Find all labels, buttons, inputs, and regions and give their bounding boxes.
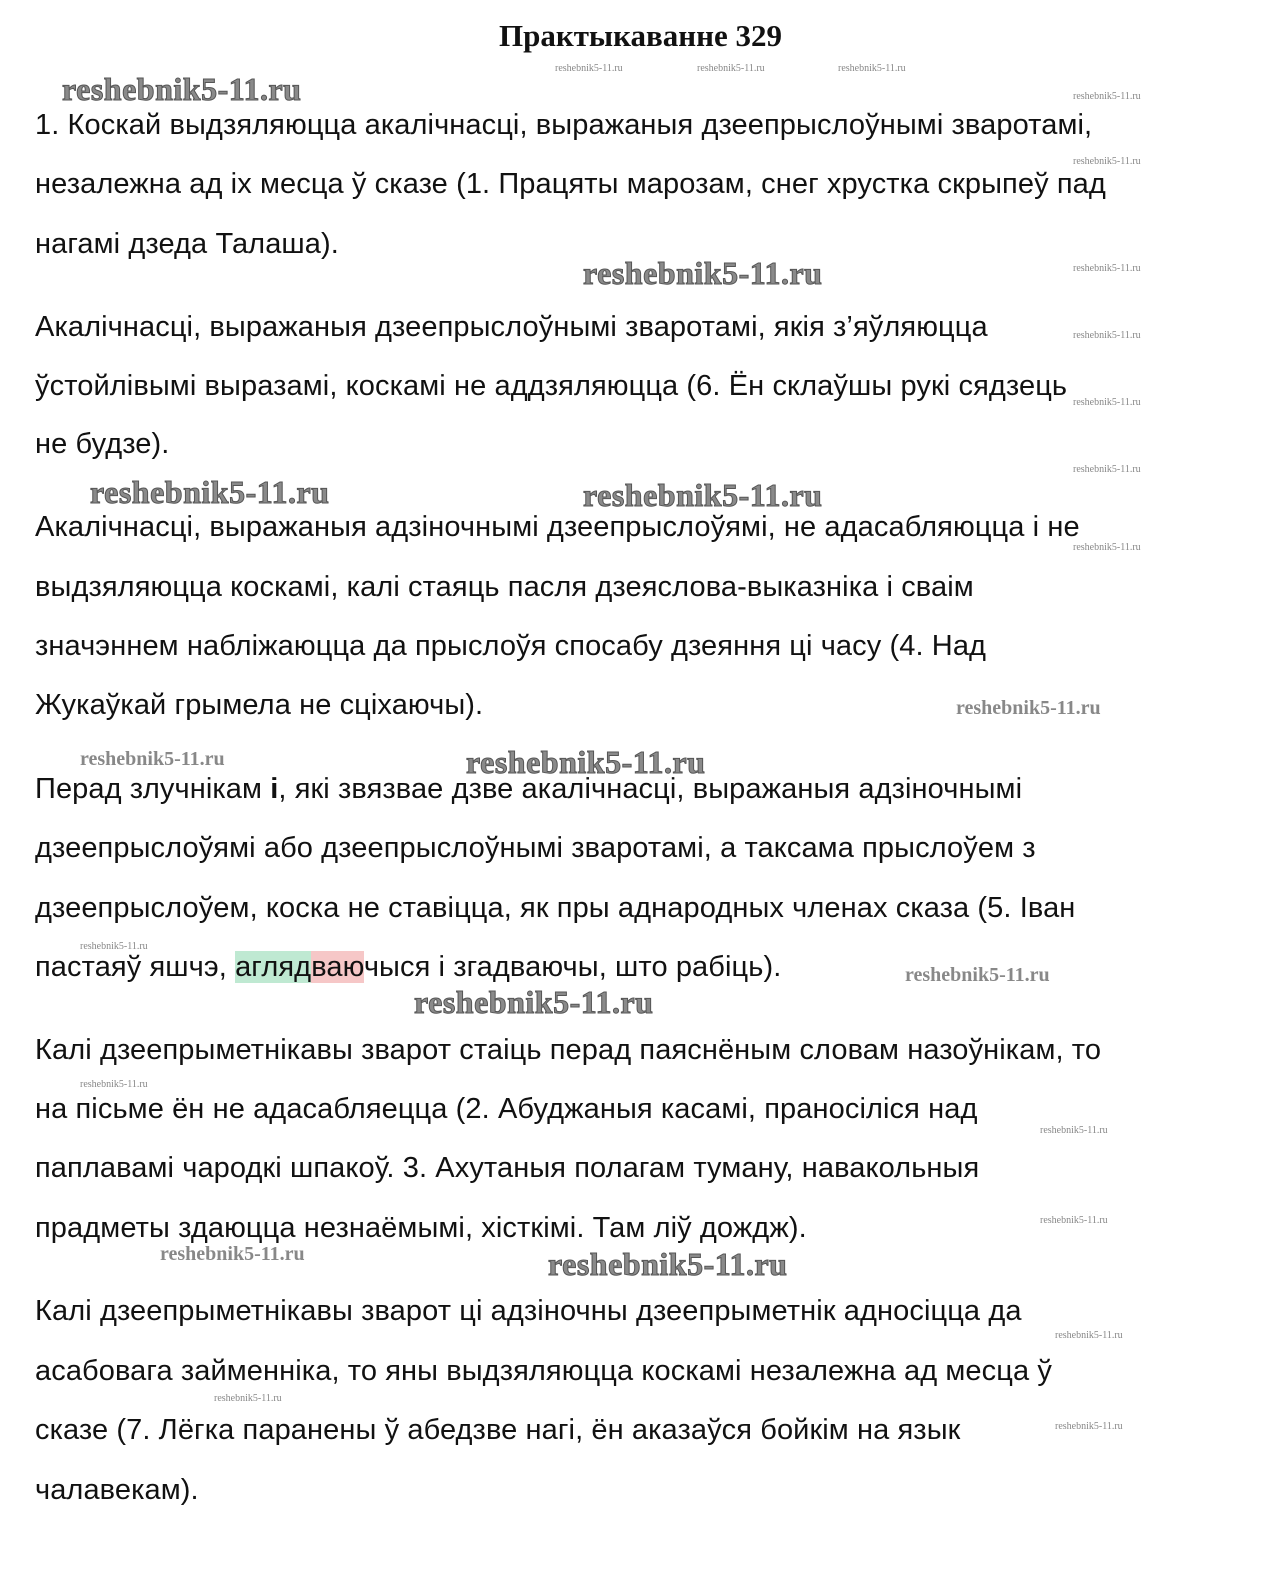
watermark-large: reshebnik5-11.ru — [414, 984, 654, 1020]
watermark-medium: reshebnik5-11.ru — [160, 1243, 305, 1265]
text-line: Акалічнасці, выражаныя адзіночнымі дзеепрыслоўямі, не адасабляюцца і не — [35, 511, 1080, 543]
text-line: не будзе). — [35, 428, 170, 460]
bold-conjunction: і — [270, 773, 279, 805]
watermark-large: reshebnik5-11.ru — [62, 71, 302, 107]
text-line: значэннем набліжаюцца да прыслоўя спосабу дзеяння ці часу (4. Над — [35, 630, 987, 662]
watermark-small: reshebnik5-11.ru — [1040, 1215, 1108, 1226]
text-line: прадметы здаюцца незнаёмымі, хісткімі. Там ліў дождж). — [35, 1212, 807, 1244]
text-line: ўстойлівымі выразамі, коскамі не аддзяляюцца (6. Ён склаўшы рукі сядзець — [35, 370, 1068, 402]
watermark-small: reshebnik5-11.ru — [80, 1079, 148, 1090]
text-line: Жукаўкай грымела не сціхаючы). — [35, 689, 484, 721]
text-line: сказе (7. Лёгка паранены ў абедзве нагі, ён аказаўся бойкім на язык — [35, 1414, 961, 1446]
watermark-medium: reshebnik5-11.ru — [80, 748, 225, 770]
text-line: выдзяляюцца коскамі, калі стаяць пасля дзеяслова-выказніка і сваім — [35, 571, 974, 603]
watermark-small: reshebnik5-11.ru — [838, 63, 906, 74]
text-line: дзеепрыслоўямі або дзеепрыслоўнымі зваротамі, а таксама прыслоўем з — [35, 832, 1036, 864]
text-line: 1. Коскай выдзяляюцца акалічнасці, выражаныя дзеепрыслоўнымі зваротамі, — [35, 109, 1093, 141]
text-line: чалавекам). — [35, 1474, 199, 1506]
text-segment: чыся і згадваючы, што рабіць). — [363, 951, 782, 983]
watermark-small: reshebnik5-11.ru — [1055, 1330, 1123, 1341]
text-line: паплавамі чародкі шпакоў. 3. Ахутаныя полагам туману, навакольныя — [35, 1152, 980, 1184]
highlight-red: ваю — [311, 951, 364, 983]
watermark-small: reshebnik5-11.ru — [1073, 330, 1141, 341]
watermark-small: reshebnik5-11.ru — [1073, 91, 1141, 102]
watermark-large: reshebnik5-11.ru — [466, 744, 706, 780]
watermark-small: reshebnik5-11.ru — [1055, 1421, 1123, 1432]
watermark-large: reshebnik5-11.ru — [548, 1246, 788, 1282]
text-line: дзеепрыслоўем, коска не ставіцца, як пры аднародных членах сказа (5. Іван — [35, 892, 1076, 924]
watermark-small: reshebnik5-11.ru — [1040, 1125, 1108, 1136]
watermark-small: reshebnik5-11.ru — [1073, 156, 1141, 167]
text-line: Калі дзеепрыметнікавы зварот ці адзіночны дзеепрыметнік адносіцца да — [35, 1295, 1022, 1327]
text-line — [35, 951, 781, 984]
watermark-small: reshebnik5-11.ru — [1073, 464, 1141, 475]
text-line: нагамі дзеда Талаша). — [35, 228, 339, 260]
watermark-large: reshebnik5-11.ru — [583, 255, 823, 291]
text-line: Калі дзеепрыметнікавы зварот стаіць перад паяснёным словам назоўнікам, то — [35, 1034, 1102, 1066]
watermark-small: reshebnik5-11.ru — [697, 63, 765, 74]
highlight-green: агляд — [235, 951, 312, 983]
text-line: асабовага займенніка, то яны выдзяляюцца коскамі незалежна ад месца ў — [35, 1355, 1052, 1387]
watermark-small: reshebnik5-11.ru — [1073, 397, 1141, 408]
text-line — [35, 773, 1022, 806]
watermark-large: reshebnik5-11.ru — [583, 477, 823, 513]
watermark-small: reshebnik5-11.ru — [1073, 542, 1141, 553]
watermark-medium: reshebnik5-11.ru — [905, 964, 1050, 986]
watermark-medium: reshebnik5-11.ru — [956, 697, 1101, 719]
page-title: Практыкаванне 329 — [498, 18, 782, 53]
text-line: на пісьме ён не адасабляецца (2. Абуджаныя касамі, праносіліся над — [35, 1093, 978, 1125]
watermark-small: reshebnik5-11.ru — [214, 1393, 282, 1404]
text-line: Акалічнасці, выражаныя дзеепрыслоўнымі зваротамі, якія з’яўляюцца — [35, 311, 988, 343]
watermark-large: reshebnik5-11.ru — [90, 474, 330, 510]
watermark-small: reshebnik5-11.ru — [1073, 263, 1141, 274]
text-segment: пастаяў яшчэ, — [35, 951, 236, 983]
watermark-small: reshebnik5-11.ru — [555, 63, 623, 74]
text-segment: Перад злучнікам — [35, 773, 271, 805]
text-line: незалежна ад іх месца ў сказе (1. Працяты марозам, снег хрустка скрыпеў пад — [35, 168, 1106, 200]
watermark-small: reshebnik5-11.ru — [80, 941, 148, 952]
text-segment: , які звязвае дзве акалічнасці, выражаныя адзіночнымі — [278, 773, 1023, 805]
